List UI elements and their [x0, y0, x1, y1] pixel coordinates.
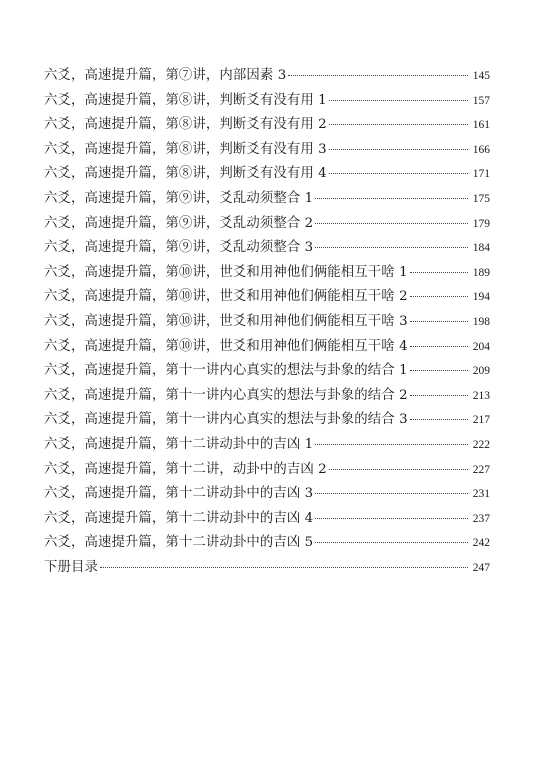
dot-leader	[315, 542, 468, 543]
toc-entry[interactable]	[44, 408, 490, 433]
toc-entry-title: 六爻，高速提升篇，第⑨讲，爻乱动须整合 3	[44, 240, 314, 256]
dot-leader	[410, 321, 468, 322]
toc-entry-title: 六爻，高速提升篇，第⑧讲，判断爻有没有用 4	[44, 166, 327, 182]
dot-leader	[410, 272, 468, 273]
toc-entry-title: 六爻，高速提升篇，第⑩讲，世爻和用神他们俩能相互干啥 3	[44, 313, 408, 329]
toc-entry-title: 六爻，高速提升篇，第⑧讲，判断爻有没有用 3	[44, 141, 327, 157]
dot-leader	[410, 296, 468, 297]
toc-entry[interactable]	[44, 138, 490, 163]
toc-entry-title: 六爻，高速提升篇，第⑨讲，爻乱动须整合 1	[44, 190, 314, 206]
dot-leader	[315, 198, 468, 199]
toc-entry-page: 166	[472, 143, 490, 156]
toc-entry-page: 247	[472, 561, 490, 574]
toc-entry-title: 六爻，高速提升篇，第⑨讲，爻乱动须整合 2	[44, 215, 314, 231]
toc-entry[interactable]	[44, 212, 490, 237]
toc-entry-page: 157	[472, 94, 490, 107]
toc-entry-page: 227	[472, 463, 490, 476]
toc-entry[interactable]	[44, 335, 490, 360]
toc-entry[interactable]	[44, 310, 490, 335]
dot-leader	[100, 567, 468, 568]
toc-entry-title: 六爻，高速提升篇，第十一讲内心真实的想法与卦象的结合 1	[44, 363, 408, 379]
dot-leader	[329, 124, 468, 125]
toc-entry[interactable]	[44, 458, 490, 483]
toc-entry-page: 231	[472, 488, 490, 501]
toc-entry-page: 237	[472, 512, 490, 525]
toc-entry-title: 六爻，高速提升篇，第十一讲内心真实的想法与卦象的结合 3	[44, 412, 408, 428]
toc-entry[interactable]	[44, 236, 490, 261]
toc-entry[interactable]	[44, 113, 490, 138]
toc-entry-title: 六爻，高速提升篇，第⑩讲，世爻和用神他们俩能相互干啥 1	[44, 264, 408, 280]
toc-entry-page: 189	[472, 266, 490, 279]
toc-entry-page: 198	[472, 315, 490, 328]
toc-entry[interactable]	[44, 261, 490, 286]
dot-leader	[410, 395, 468, 396]
toc-entry-title: 下册目录	[44, 559, 98, 575]
toc-entry-title: 六爻，高速提升篇，第十二讲动卦中的吉凶 5	[44, 535, 314, 551]
dot-leader	[329, 100, 468, 101]
table-of-contents	[44, 64, 490, 580]
toc-entry-title: 六爻，高速提升篇，第⑩讲，世爻和用神他们俩能相互干啥 2	[44, 289, 408, 305]
toc-entry[interactable]	[44, 89, 490, 114]
dot-leader	[315, 444, 468, 445]
toc-entry[interactable]	[44, 359, 490, 384]
toc-entry-page: 179	[472, 217, 490, 230]
toc-entry-title: 六爻，高速提升篇，第十二讲动卦中的吉凶 4	[44, 510, 314, 526]
toc-entry-title: 六爻，高速提升篇，第十二讲，动卦中的吉凶 2	[44, 461, 327, 477]
toc-entry-title: 六爻，高速提升篇，第⑧讲，判断爻有没有用 1	[44, 92, 327, 108]
toc-entry-page: 222	[472, 438, 490, 451]
toc-entry-title: 六爻，高速提升篇，第⑦讲，内部因素 3	[44, 68, 287, 83]
toc-entry[interactable]	[44, 64, 490, 89]
toc-entry-page: 209	[472, 365, 490, 378]
dot-leader	[315, 223, 468, 224]
toc-entry[interactable]	[44, 482, 490, 507]
toc-entry-page: 204	[472, 340, 490, 353]
toc-entry-volume-2-contents[interactable]	[44, 556, 490, 581]
toc-entry-title: 六爻，高速提升篇，第十二讲动卦中的吉凶 1	[44, 436, 314, 452]
dot-leader	[288, 75, 468, 76]
dot-leader	[410, 419, 468, 420]
dot-leader	[315, 518, 468, 519]
toc-entry[interactable]	[44, 162, 490, 187]
dot-leader	[410, 370, 468, 371]
toc-entry[interactable]	[44, 507, 490, 532]
toc-entry-title: 六爻，高速提升篇，第⑧讲，判断爻有没有用 2	[44, 117, 327, 133]
toc-entry[interactable]	[44, 384, 490, 409]
toc-entry[interactable]	[44, 531, 490, 556]
toc-entry-page: 242	[472, 537, 490, 550]
dot-leader	[329, 173, 468, 174]
dot-leader	[315, 493, 468, 494]
toc-entry-title: 六爻，高速提升篇，第十二讲动卦中的吉凶 3	[44, 486, 314, 502]
toc-entry[interactable]	[44, 433, 490, 458]
toc-entry[interactable]	[44, 285, 490, 310]
dot-leader	[329, 469, 468, 470]
toc-entry-title: 六爻，高速提升篇，第⑩讲，世爻和用神他们俩能相互干啥 4	[44, 338, 408, 354]
toc-entry[interactable]	[44, 187, 490, 212]
toc-entry-page: 175	[472, 192, 490, 205]
dot-leader	[410, 346, 468, 347]
dot-leader	[329, 149, 468, 150]
dot-leader	[315, 247, 468, 248]
toc-entry-page: 171	[472, 168, 490, 181]
toc-entry-page: 217	[472, 414, 490, 427]
toc-entry-page: 194	[472, 291, 490, 304]
toc-entry-page: 161	[472, 119, 490, 132]
toc-entry-page: 213	[472, 389, 490, 402]
toc-entry-title: 六爻，高速提升篇，第十一讲内心真实的想法与卦象的结合 2	[44, 387, 408, 403]
toc-entry-page: 184	[472, 242, 490, 255]
toc-entry-page: 145	[472, 70, 490, 82]
